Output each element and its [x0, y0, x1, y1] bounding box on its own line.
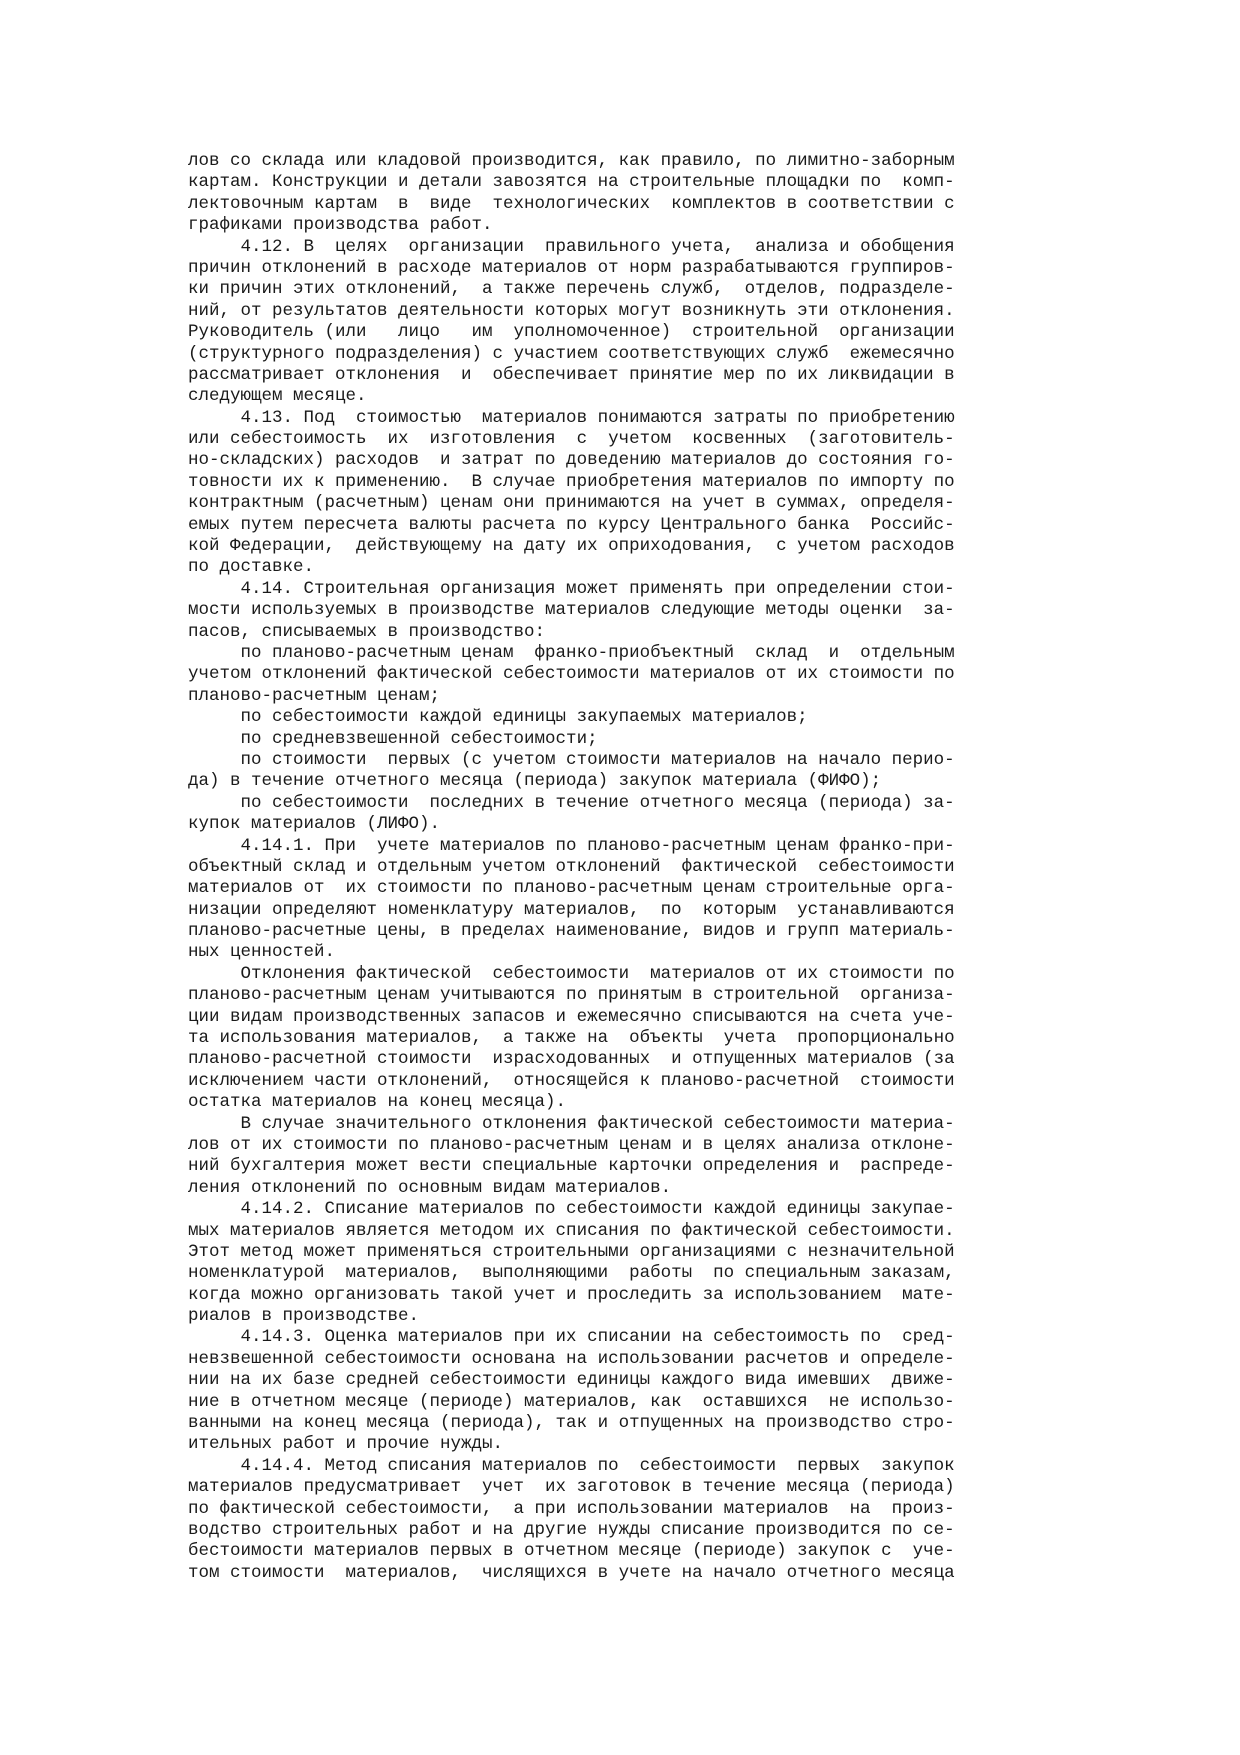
text-line: графиками производства работ.	[188, 215, 493, 236]
text-line: лов со склада или кладовой производится, как правило, по лимитно-заборным	[188, 151, 955, 171]
text-line: мых материалов является методом их списания по фактической себестоимости.	[188, 1220, 955, 1241]
text-line: том стоимости материалов, числящихся в учете на начало отчетного месяца	[188, 1562, 955, 1583]
text-line: (структурного подразделения) с участием соответствующих служб ежемесячно	[188, 343, 955, 364]
text-line: или себестоимость их изготовления с учетом косвенных (заготовитель-	[188, 429, 955, 450]
text-line: по себестоимости последних в течение отчетного месяца (периода) за-	[188, 792, 955, 813]
text-line: да) в течение отчетного месяца (периода) закупок материала (ФИФО);	[188, 771, 882, 792]
text-line: Этот метод может применяться строительными организациями с незначительной	[188, 1241, 955, 1262]
text-line: В случае значительного отклонения фактической себестоимости материа-	[188, 1113, 955, 1134]
text-line: риалов в производстве.	[188, 1306, 420, 1327]
text-line: по фактической себестоимости, а при использовании материалов на произ-	[188, 1498, 955, 1519]
text-line: причин отклонений в расходе материалов от норм разрабатываются группиров-	[188, 257, 955, 278]
text-line: 4.14.4. Метод списания материалов по себестоимости первых закупок	[188, 1455, 955, 1476]
text-line: по себестоимости каждой единицы закупаемых материалов;	[188, 707, 808, 728]
text-line: та использования материалов, а также на объекты учета пропорционально	[188, 1028, 955, 1049]
document-body	[188, 151, 1068, 1584]
text-line: но-складских) расходов и затрат по доведению материалов до состояния го-	[188, 450, 955, 471]
text-line: планово-расчетным ценам;	[188, 685, 441, 706]
text-line: 4.14. Строительная организация может применять при определении стои-	[188, 578, 955, 599]
text-line: рассматривает отклонения и обеспечивает принятие мер по их ликвидации в	[188, 364, 955, 385]
text-line: Отклонения фактической себестоимости материалов от их стоимости по	[188, 963, 955, 984]
text-line: 4.14.2. Списание материалов по себестоимости каждой единицы закупае-	[188, 1199, 955, 1220]
text-line: материалов предусматривает учет их заготовок в течение месяца (периода)	[188, 1477, 955, 1498]
text-line: остатка материалов на конец месяца).	[188, 1092, 567, 1113]
text-line: пасов, списываемых в производство:	[188, 621, 546, 642]
text-line: по планово-расчетным ценам франко-приобъектный склад и отдельным	[188, 642, 955, 663]
text-line: 4.14.1. При учете материалов по планово-расчетным ценам франко-при-	[188, 835, 955, 856]
text-line: бестоимости материалов первых в отчетном месяце (периоде) закупок с уче-	[188, 1541, 955, 1562]
text-line: ний бухгалтерия может вести специальные карточки определения и распреде-	[188, 1156, 955, 1177]
text-line: ний, от результатов деятельности которых могут возникнуть эти отклонения.	[188, 300, 955, 321]
text-line: мости используемых в производстве материалов следующие методы оценки за-	[188, 600, 955, 621]
text-line: ления отклонений по основным видам материалов.	[188, 1177, 672, 1198]
text-line: нии на их базе средней себестоимости единицы каждого вида имевших движе-	[188, 1370, 955, 1391]
text-line: купок материалов (ЛИФО).	[188, 814, 441, 835]
text-line: низации определяют номенклатуру материалов, по которым устанавливаются	[188, 899, 955, 920]
text-line: ванными на конец месяца (периода), так и отпущенных на производство стро-	[188, 1413, 955, 1434]
text-line: ки причин этих отклонений, а также перечень служб, отделов, подразделе-	[188, 279, 955, 300]
text-line: 4.13. Под стоимостью материалов понимаются затраты по приобретению	[188, 407, 955, 428]
text-line: ительных работ и прочие нужды.	[188, 1434, 504, 1455]
text-line: по стоимости первых (с учетом стоимости материалов на начало перио-	[188, 749, 955, 770]
text-line: по доставке.	[188, 557, 315, 578]
text-line: планово-расчетным ценам учитываются по принятым в строительной организа-	[188, 985, 955, 1006]
text-line: номенклатурой материалов, выполняющими работы по специальным заказам,	[188, 1263, 955, 1284]
text-line: лектовочным картам в виде технологических комплектов в соответствии с	[188, 193, 955, 214]
text-line: картам. Конструкции и детали завозятся на строительные площадки по комп-	[188, 172, 955, 193]
text-line: Руководитель (или лицо им уполномоченное) строительной организации	[188, 322, 955, 343]
text-line: 4.14.3. Оценка материалов при их списании на себестоимость по сред-	[188, 1327, 955, 1348]
text-line: 4.12. В целях организации правильного учета, анализа и обобщения	[188, 236, 955, 257]
text-line: контрактным (расчетным) ценам они принимаются на учет в суммах, определя-	[188, 493, 955, 514]
text-line: исключением части отклонений, относящейся к планово-расчетной стоимости	[188, 1070, 955, 1091]
text-line: следующем месяце.	[188, 386, 367, 407]
text-line: ние в отчетном месяце (периоде) материалов, как оставшихся не использо-	[188, 1391, 955, 1412]
text-line: объектный склад и отдельным учетом отклонений фактической себестоимости	[188, 856, 955, 877]
text-line: кой Федерации, действующему на дату их оприходования, с учетом расходов	[188, 536, 955, 557]
text-line: емых путем пересчета валюты расчета по курсу Центрального банка Российс-	[188, 514, 955, 535]
text-line: водство строительных работ и на другие нужды списание производится по се-	[188, 1520, 955, 1540]
text-line: по средневзвешенной себестоимости;	[188, 728, 598, 749]
text-line: планово-расчетной стоимости израсходованных и отпущенных материалов (за	[188, 1049, 955, 1070]
text-line: лов от их стоимости по планово-расчетным ценам и в целях анализа отклоне-	[188, 1134, 955, 1155]
text-line: ции видам производственных запасов и ежемесячно списываются на счета уче-	[188, 1006, 955, 1027]
text-line: учетом отклонений фактической себестоимости материалов от их стоимости по	[188, 664, 955, 685]
text-line: товности их к применению. В случае приобретения материалов по импорту по	[188, 471, 955, 492]
text-line: невзвешенной себестоимости основана на использовании расчетов и определе-	[188, 1348, 955, 1369]
text-line: планово-расчетные цены, в пределах наименование, видов и групп материаль-	[188, 921, 955, 942]
text-line: ных ценностей.	[188, 942, 336, 963]
text-line: материалов от их стоимости по планово-расчетным ценам строительные орга-	[188, 878, 955, 899]
text-line: когда можно организовать такой учет и проследить за использованием мате-	[188, 1284, 955, 1305]
